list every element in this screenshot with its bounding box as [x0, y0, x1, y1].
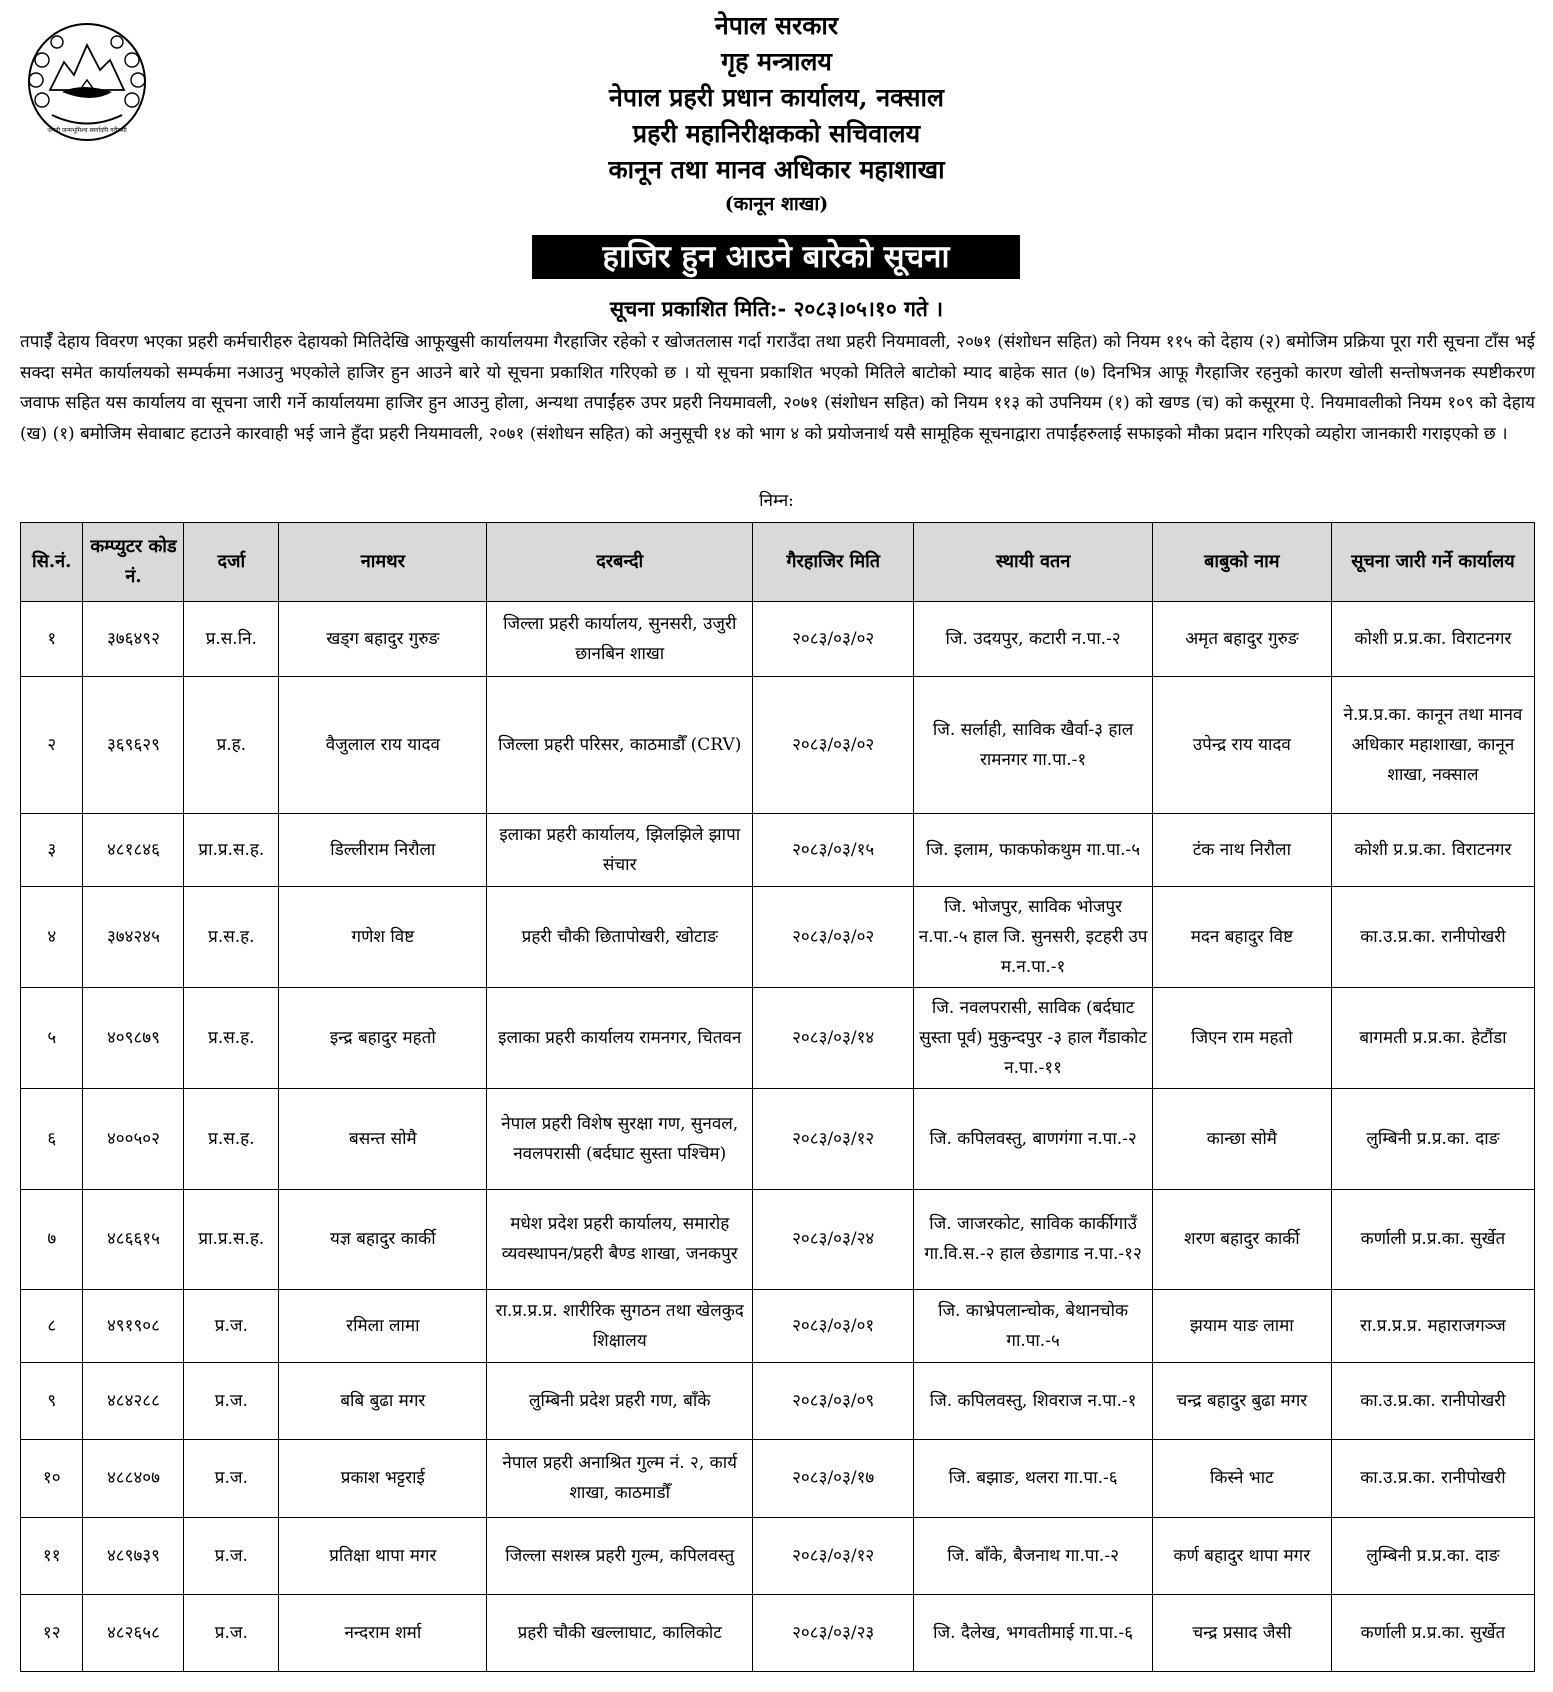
notice-title: हाजिर हुन आउने बारेको सूचना [532, 235, 1020, 279]
col-header-rank: दर्जा [184, 523, 279, 602]
cell-father-name: झयाम याङ लामा [1152, 1290, 1331, 1363]
cell-absent-date: २०८३/०३/१७ [752, 1440, 913, 1517]
cell-issuing-office: लुम्बिनी प्र.प्र.का. दाङ [1331, 1517, 1534, 1594]
cell-issuing-office: कर्णाली प्र.प्र.का. सुर्खेत [1331, 1189, 1534, 1290]
table-row [21, 887, 1535, 988]
cell-computer-code: ४८१८४६ [83, 814, 184, 887]
cell-sn: ४ [21, 887, 83, 988]
cell-father-name: चन्द्र प्रसाद जैसी [1152, 1594, 1331, 1671]
cell-rank: प्र.ज. [184, 1440, 279, 1517]
table-row [21, 1440, 1535, 1517]
col-header-issuing-office: सूचना जारी गर्ने कार्यालय [1331, 523, 1534, 602]
cell-computer-code: ४८६६१५ [83, 1189, 184, 1290]
table-row [21, 1517, 1535, 1594]
cell-computer-code: ४८८४०७ [83, 1440, 184, 1517]
cell-name: वैजुलाल राय यादव [279, 677, 487, 814]
cell-posting: मधेश प्रदेश प्रहरी कार्यालय, समारोह व्यवस्थापन/प्रहरी बैण्ड शाखा, जनकपुर [487, 1189, 753, 1290]
cell-posting: इलाका प्रहरी कार्यालय, झिलझिले झापा संचार [487, 814, 753, 887]
cell-posting: रा.प्र.प्र.प्र. शारीरिक सुगठन तथा खेलकुद शिक्षालय [487, 1290, 753, 1363]
cell-permanent-address: जि. बाँके, बैजनाथ गा.पा.-२ [914, 1517, 1152, 1594]
cell-sn: १ [21, 602, 83, 677]
cell-absent-date: २०८३/०३/०९ [752, 1363, 913, 1440]
cell-father-name: टंक नाथ निरौला [1152, 814, 1331, 887]
cell-issuing-office: का.उ.प्र.का. रानीपोखरी [1331, 1440, 1534, 1517]
cell-permanent-address: जि. इलाम, फाकफोकथुम गा.पा.-५ [914, 814, 1152, 887]
cell-rank: प्र.ज. [184, 1594, 279, 1671]
table-header-row [21, 523, 1535, 602]
cell-permanent-address: जि. सर्लाही, साविक खैर्वा-३ हाल रामनगर गा.पा.-१ [914, 677, 1152, 814]
cell-sn: ८ [21, 1290, 83, 1363]
col-header-absent-date: गैरहाजिर मिति [752, 523, 913, 602]
cell-sn: ६ [21, 1088, 83, 1189]
cell-name: बसन्त सोमै [279, 1088, 487, 1189]
cell-father-name: किस्ने भाट [1152, 1440, 1331, 1517]
cell-father-name: जिएन राम महतो [1152, 987, 1331, 1088]
cell-issuing-office: कर्णाली प्र.प्र.का. सुर्खेत [1331, 1594, 1534, 1671]
cell-issuing-office: कोशी प्र.प्र.का. विराटनगर [1331, 602, 1534, 677]
cell-computer-code: ४८९७३९ [83, 1517, 184, 1594]
cell-name: इन्द्र बहादुर महतो [279, 987, 487, 1088]
cell-absent-date: २०८३/०३/०२ [752, 887, 913, 988]
section-name: (कानून शाखा) [724, 193, 829, 215]
cell-computer-code: ४८४२८८ [83, 1363, 184, 1440]
division-name: कानून तथा मानव अधिकार महाशाखा [608, 155, 945, 184]
absentee-table [20, 522, 1535, 1672]
cell-issuing-office: का.उ.प्र.का. रानीपोखरी [1331, 887, 1534, 988]
cell-name: नन्दराम शर्मा [279, 1594, 487, 1671]
cell-issuing-office: बागमती प्र.प्र.का. हेटौंडा [1331, 987, 1534, 1088]
col-header-name: नामथर [279, 523, 487, 602]
cell-posting: जिल्ला प्रहरी परिसर, काठमाडौँ (CRV) [487, 677, 753, 814]
cell-permanent-address: जि. उदयपुर, कटारी न.पा.-२ [914, 602, 1152, 677]
table-row [21, 1363, 1535, 1440]
cell-father-name: कर्ण बहादुर थापा मगर [1152, 1517, 1331, 1594]
cell-name: खड्ग बहादुर गुरुङ [279, 602, 487, 677]
ministry-name: गृह मन्त्रालय [721, 47, 832, 76]
cell-permanent-address: जि. जाजरकोट, साविक कार्कीगाउँ गा.वि.स.-२ हाल छेडागाड न.पा.-१२ [914, 1189, 1152, 1290]
cell-computer-code: ३७६४९२ [83, 602, 184, 677]
cell-name: प्रकाश भट्टराई [279, 1440, 487, 1517]
cell-sn: २ [21, 677, 83, 814]
table-row [21, 987, 1535, 1088]
cell-posting: प्रहरी चौकी खल्लाघाट, कालिकोट [487, 1594, 753, 1671]
cell-permanent-address: जि. बझाङ, थलरा गा.पा.-६ [914, 1440, 1152, 1517]
table-body [21, 602, 1535, 1672]
cell-computer-code: ४०९८७९ [83, 987, 184, 1088]
cell-issuing-office: ने.प्र.प्र.का. कानून तथा मानव अधिकार महाशाखा, कानून शाखा, नक्साल [1331, 677, 1534, 814]
cell-permanent-address: जि. दैलेख, भगवतीमाई गा.पा.-६ [914, 1594, 1152, 1671]
cell-absent-date: २०८३/०३/२४ [752, 1189, 913, 1290]
cell-father-name: चन्द्र बहादुर बुढा मगर [1152, 1363, 1331, 1440]
cell-rank: प्र.ह. [184, 677, 279, 814]
table-row [21, 602, 1535, 677]
table-row [21, 814, 1535, 887]
cell-father-name: शरण बहादुर कार्की [1152, 1189, 1331, 1290]
cell-rank: प्र.स.ह. [184, 987, 279, 1088]
cell-absent-date: २०८३/०३/१५ [752, 814, 913, 887]
cell-permanent-address: जि. कपिलवस्तु, शिवराज न.पा.-१ [914, 1363, 1152, 1440]
cell-sn: ५ [21, 987, 83, 1088]
cell-sn: १२ [21, 1594, 83, 1671]
cell-rank: प्र.ज. [184, 1363, 279, 1440]
col-header-permanent-address: स्थायी वतन [914, 523, 1152, 602]
cell-permanent-address: जि. काभ्रेपलान्चोक, बेथानचोक गा.पा.-५ [914, 1290, 1152, 1363]
col-header-posting: दरबन्दी [487, 523, 753, 602]
cell-name: गणेश विष्ट [279, 887, 487, 988]
cell-permanent-address: जि. नवलपरासी, साविक (बर्दघाट सुस्ता पूर्व) मुकुन्दपुर -३ हाल गैंडाकोट न.पा.-११ [914, 987, 1152, 1088]
secretariat-name: प्रहरी महानिरीक्षकको सचिवालय [632, 119, 921, 148]
cell-posting: लुम्बिनी प्रदेश प्रहरी गण, बाँके [487, 1363, 753, 1440]
table-row [21, 677, 1535, 814]
cell-absent-date: २०८३/०३/०१ [752, 1290, 913, 1363]
cell-computer-code: ३७४२४५ [83, 887, 184, 988]
office-name: नेपाल प्रहरी प्रधान कार्यालय, नक्साल [609, 83, 944, 112]
cell-posting: नेपाल प्रहरी विशेष सुरक्षा गण, सुनवल, नवलपरासी (बर्दघाट सुस्ता पश्चिम) [487, 1088, 753, 1189]
table-row [21, 1290, 1535, 1363]
cell-name: डिल्लीराम निरौला [279, 814, 487, 887]
cell-absent-date: २०८३/०३/१४ [752, 987, 913, 1088]
cell-absent-date: २०८३/०३/०२ [752, 677, 913, 814]
cell-computer-code: ४००५०२ [83, 1088, 184, 1189]
emblem-caption: जननी जन्मभूमिश्च स्वर्गादपि गरीयसी [47, 127, 127, 134]
table-row [21, 1594, 1535, 1671]
cell-name: प्रतिक्षा थापा मगर [279, 1517, 487, 1594]
table-row [21, 1189, 1535, 1290]
cell-name: बबि बुढा मगर [279, 1363, 487, 1440]
cell-rank: प्र.स.ह. [184, 887, 279, 988]
cell-rank: प्र.स.ह. [184, 1088, 279, 1189]
cell-absent-date: २०८३/०३/२३ [752, 1594, 913, 1671]
cell-name: यज्ञ बहादुर कार्की [279, 1189, 487, 1290]
cell-father-name: उपेन्द्र राय यादव [1152, 677, 1331, 814]
col-header-computer-code: कम्प्युटर कोड नं. [83, 523, 184, 602]
cell-sn: ७ [21, 1189, 83, 1290]
cell-father-name: कान्छा सोमै [1152, 1088, 1331, 1189]
cell-issuing-office: कोशी प्र.प्र.का. विराटनगर [1331, 814, 1534, 887]
cell-computer-code: ३६९६२९ [83, 677, 184, 814]
notice-body: तपाईँ देहाय विवरण भएका प्रहरी कर्मचारीहरु देहायको मितिदेखि आफूखुसी कार्यालयमा गैरहाजिर रहेको र खोजतलास गर्दा गराउँदा तथा प्रहरी नियमावली, २०७१ (संशोधन सहित) को नियम ११५ को देहाय (२) बमोजिम प्रक्रिया पूरा गरी सूचना टाँस भई सक्दा समेत कार्यालयको सम्पर्कमा नआउनु भएकोले हाजिर हुन आउने बारे यो सूचना प्रकाशित गरिएको छ । यो सूचना प्रकाशित भएको मितिले बाटोको म्याद बाहेक सात (७) दिनभित्र आफू गैरहाजिर रहनुको कारण खोली सन्तोषजनक स्पष्टीकरण जवाफ सहित यस कार्यालय वा सूचना जारी गर्ने कार्यालयमा हाजिर हुन आउनु होला, अन्यथा तपाईंहरु उपर प्रहरी नियमावली, २०७१ (संशोधन सहित) को नियम ११३ को उपनियम (१) को खण्ड (च) को कसूरमा ऐ. नियमावलीको नियम १०९ को देहाय (ख) (१) बमोजिम सेवाबाट हटाउने कारवाही भई जाने हुँदा प्रहरी नियमावली, २०७१ (संशोधन सहित) को अनुसूची १४ को भाग ४ को प्रयोजनार्थ यसै सामूहिक सूचनाद्वारा तपाईंहरुलाई सफाइको मौका प्रदान गरिएको व्यहोरा जानकारी गराइएको छ । [20, 332, 1535, 444]
cell-rank: प्रा.प्र.स.ह. [184, 814, 279, 887]
cell-sn: ११ [21, 1517, 83, 1594]
cell-name: रमिला लामा [279, 1290, 487, 1363]
cell-absent-date: २०८३/०३/१२ [752, 1517, 913, 1594]
cell-sn: ९ [21, 1363, 83, 1440]
cell-issuing-office: रा.प्र.प्र.प्र. महाराजगञ्ज [1331, 1290, 1534, 1363]
list-intro: निम्न: [759, 491, 794, 511]
cell-computer-code: ४८२६५८ [83, 1594, 184, 1671]
table-row [21, 1088, 1535, 1189]
letterhead [0, 8, 1553, 220]
cell-computer-code: ४९१९०८ [83, 1290, 184, 1363]
cell-posting: नेपाल प्रहरी अनाश्रित गुल्म नं. २, कार्य शाखा, काठमाडौँ [487, 1440, 753, 1517]
cell-rank: प्र.ज. [184, 1290, 279, 1363]
cell-posting: जिल्ला प्रहरी कार्यालय, सुनसरी, उजुरी छानबिन शाखा [487, 602, 753, 677]
cell-father-name: मदन बहादुर विष्ट [1152, 887, 1331, 988]
cell-rank: प्र.स.नि. [184, 602, 279, 677]
cell-posting: जिल्ला सशस्त्र प्रहरी गुल्म, कपिलवस्तु [487, 1517, 753, 1594]
cell-issuing-office: का.उ.प्र.का. रानीपोखरी [1331, 1363, 1534, 1440]
cell-rank: प्रा.प्र.स.ह. [184, 1189, 279, 1290]
cell-permanent-address: जि. भोजपुर, साविक भोजपुर न.पा.-५ हाल जि. सुनसरी, इटहरी उप म.न.पा.-१ [914, 887, 1152, 988]
cell-sn: १० [21, 1440, 83, 1517]
col-header-sn: सि.नं. [21, 523, 83, 602]
published-date: सूचना प्रकाशित मिति:- २०८३।०५।१० गते । [609, 296, 944, 321]
cell-posting: प्रहरी चौकी छितापोखरी, खोटाङ [487, 887, 753, 988]
cell-issuing-office: लुम्बिनी प्र.प्र.का. दाङ [1331, 1088, 1534, 1189]
cell-father-name: अमृत बहादुर गुरुङ [1152, 602, 1331, 677]
cell-sn: ३ [21, 814, 83, 887]
cell-absent-date: २०८३/०३/०२ [752, 602, 913, 677]
cell-permanent-address: जि. कपिलवस्तु, बाणगंगा न.पा.-२ [914, 1088, 1152, 1189]
cell-posting: इलाका प्रहरी कार्यालय रामनगर, चितवन [487, 987, 753, 1088]
col-header-father-name: बाबुको नाम [1152, 523, 1331, 602]
cell-rank: प्र.ज. [184, 1517, 279, 1594]
government-name: नेपाल सरकार [714, 11, 839, 40]
cell-absent-date: २०८३/०३/१२ [752, 1088, 913, 1189]
